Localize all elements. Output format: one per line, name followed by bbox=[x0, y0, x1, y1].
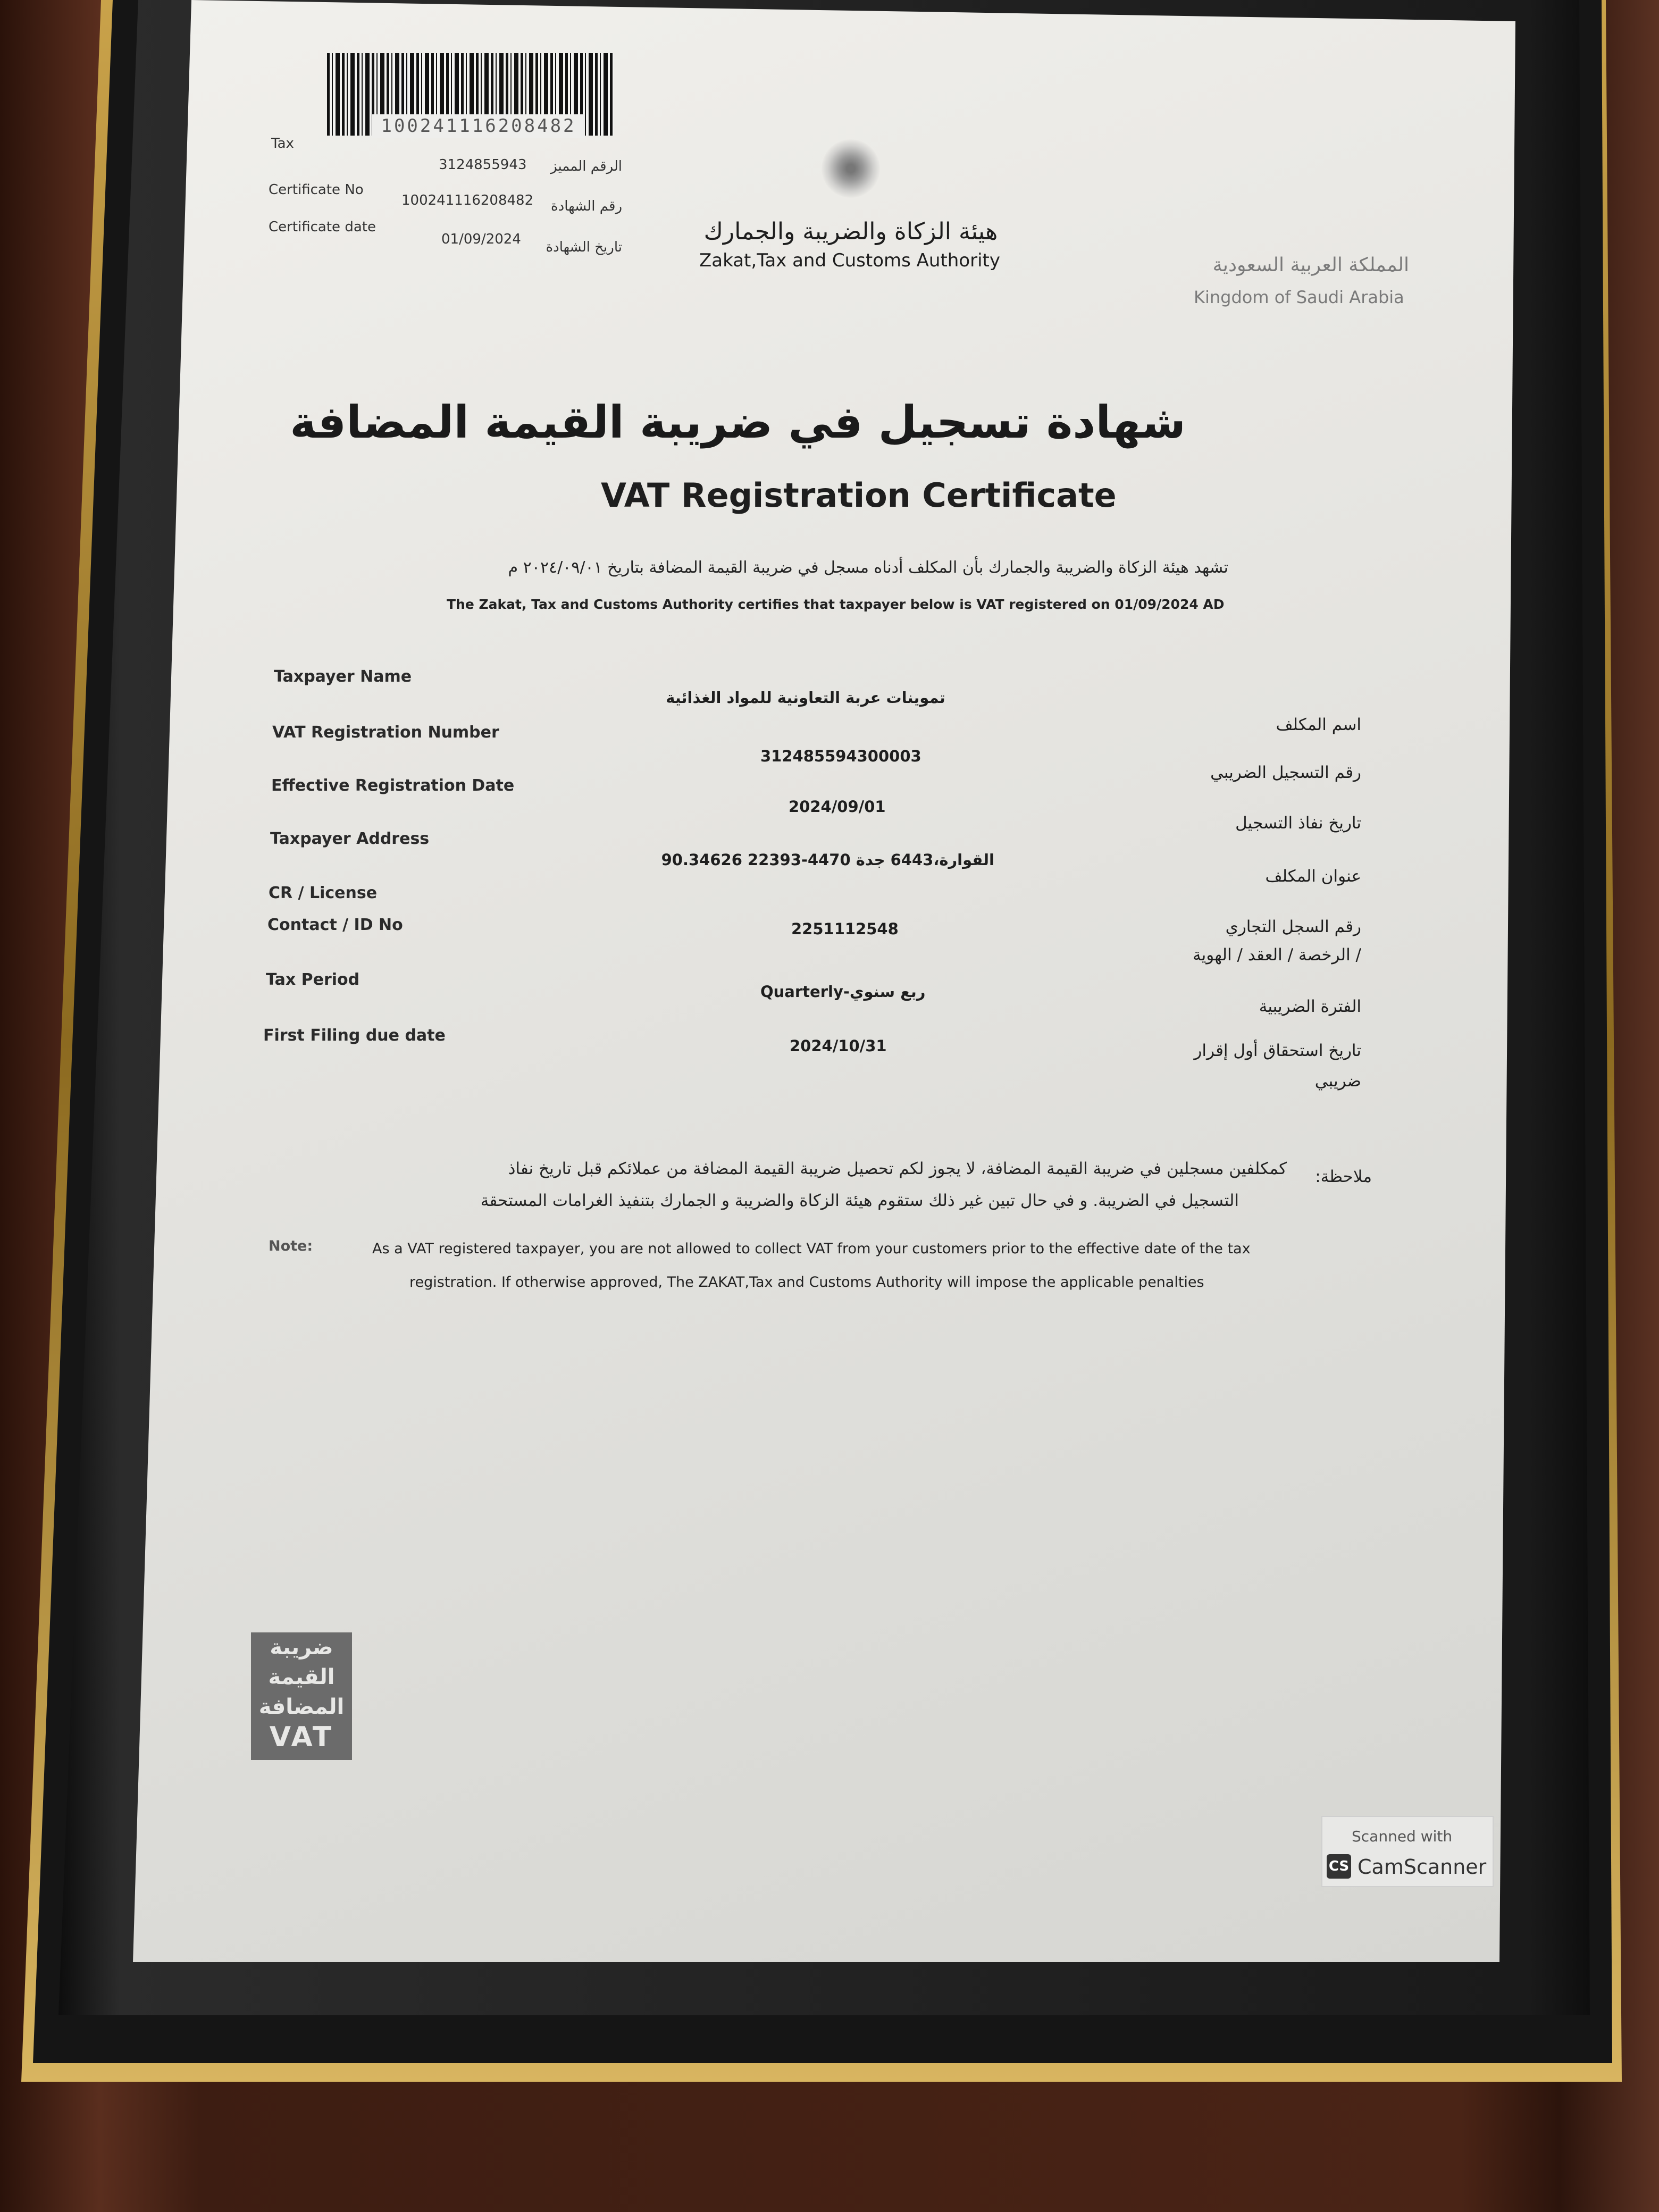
first-filing-label-ar-1: تاريخ استحقاق أول إقرار bbox=[1194, 1041, 1361, 1060]
tax-period-label-ar: الفترة الضريبية bbox=[1259, 997, 1361, 1016]
effective-date-value: 2024/09/01 bbox=[789, 798, 886, 816]
title-ar: شهادة تسجيل في ضريبة القيمة المضافة bbox=[290, 396, 1186, 448]
vat-number-label-en: VAT Registration Number bbox=[272, 723, 499, 742]
vat-logo bbox=[251, 1632, 352, 1760]
note-ar-line2: التسجيل في الضريبة. و في حال تبين غير ذلك ستقوم هيئة الزكاة والضريبة و الجمارك بتنفيذ الغرامات المستحقة bbox=[480, 1191, 1239, 1210]
camscanner-watermark bbox=[1321, 1816, 1494, 1887]
taxpayer-name-label-en: Taxpayer Name bbox=[274, 667, 412, 686]
note-label-en: Note: bbox=[269, 1238, 313, 1254]
first-filing-value: 2024/10/31 bbox=[790, 1037, 887, 1055]
kingdom-name-en: Kingdom of Saudi Arabia bbox=[1194, 287, 1404, 307]
camscanner-line2: CamScanner bbox=[1358, 1855, 1487, 1879]
cr-license-label-ar: رقم السجل التجاري bbox=[1225, 917, 1361, 936]
certificate-no-value: 100241116208482 bbox=[401, 192, 534, 208]
certificate-date-value: 01/09/2024 bbox=[441, 231, 521, 247]
address-label-ar: عنوان المكلف bbox=[1265, 867, 1361, 886]
barcode-number: 100241116208482 bbox=[372, 114, 585, 138]
certificate-no-label-ar: رقم الشهادة bbox=[551, 198, 622, 214]
vat-logo-en: VAT bbox=[269, 1721, 334, 1753]
certificate-no-label-en: Certificate No bbox=[269, 182, 364, 198]
note-ar-line1: كمكلفين مسجلين في ضريبة القيمة المضافة، لا يجوز لكم تحصيل ضريبة القيمة المضافة من عملائكم قبل تاريخ نفاذ bbox=[508, 1159, 1287, 1178]
vat-logo-ar-line1: ضريبة bbox=[270, 1635, 333, 1660]
address-label-en: Taxpayer Address bbox=[270, 830, 430, 848]
kingdom-name-ar: المملكة العربية السعودية bbox=[1212, 254, 1409, 276]
intro-en: The Zakat, Tax and Customs Authority certifies that taxpayer below is VAT registered on 01/09/2024 AD bbox=[447, 597, 1225, 612]
effective-date-label-en: Effective Registration Date bbox=[271, 776, 515, 795]
effective-date-label-ar: تاريخ نفاذ التسجيل bbox=[1235, 814, 1361, 833]
tax-period-value: Quarterly-ربع سنوي bbox=[760, 983, 926, 1001]
tax-label-en: Tax bbox=[271, 136, 294, 152]
cr-license-label-en: CR / License bbox=[269, 884, 378, 902]
first-filing-label-ar-2: ضريبي bbox=[1314, 1071, 1361, 1091]
taxpayer-name-label-ar: اسم المكلف bbox=[1276, 715, 1361, 734]
authority-name-ar: هيئة الزكاة والضريبة والجمارك bbox=[703, 218, 998, 245]
camscanner-icon: CS bbox=[1327, 1854, 1351, 1879]
note-en-line2: registration. If otherwise approved, The ZAKAT,Tax and Customs Authority will impose the applicable penalties bbox=[409, 1274, 1204, 1291]
vat-number-value: 312485594300003 bbox=[760, 747, 921, 765]
note-label-ar: ملاحظة: bbox=[1315, 1167, 1372, 1186]
taxpayer-name-value: تموينات عربة التعاونية للمواد الغذائية bbox=[666, 689, 945, 707]
vat-logo-ar-line2: القيمة bbox=[268, 1665, 335, 1689]
note-en-line1: As a VAT registered taxpayer, you are not allowed to collect VAT from your customers prior to the effective date of the tax bbox=[372, 1241, 1251, 1257]
intro-ar: تشهد هيئة الزكاة والضريبة والجمارك بأن المكلف أدناه مسجل في ضريبة القيمة المضافة بتاريخ ٢٠٢٤/٠٩/٠١ م bbox=[508, 558, 1228, 577]
vat-logo-ar-line3: المضافة bbox=[258, 1695, 345, 1719]
contact-id-label-en: Contact / ID No bbox=[267, 916, 403, 934]
certificate-date-label-en: Certificate date bbox=[269, 219, 376, 235]
tax-period-label-en: Tax Period bbox=[266, 970, 360, 989]
authority-name-en: Zakat,Tax and Customs Authority bbox=[699, 250, 1001, 271]
tax-label-ar: الرقم المميز bbox=[550, 158, 622, 174]
contact-id-value: 2251112548 bbox=[791, 920, 899, 938]
tax-value: 3124855943 bbox=[439, 157, 527, 173]
address-value: القوارة،6443 جدة 4470-22393 90.34626 bbox=[661, 851, 994, 869]
contact-id-label-ar: / الرخصة / العقد / الهوية bbox=[1192, 945, 1361, 965]
fingerprint-mark bbox=[822, 139, 880, 198]
vat-number-label-ar: رقم التسجيل الضريبي bbox=[1210, 763, 1361, 782]
camscanner-line1: Scanned with bbox=[1352, 1828, 1453, 1845]
first-filing-label-en: First Filing due date bbox=[263, 1026, 446, 1045]
title-en: VAT Registration Certificate bbox=[601, 476, 1117, 515]
certificate-date-label-ar: تاريخ الشهادة bbox=[546, 239, 622, 255]
